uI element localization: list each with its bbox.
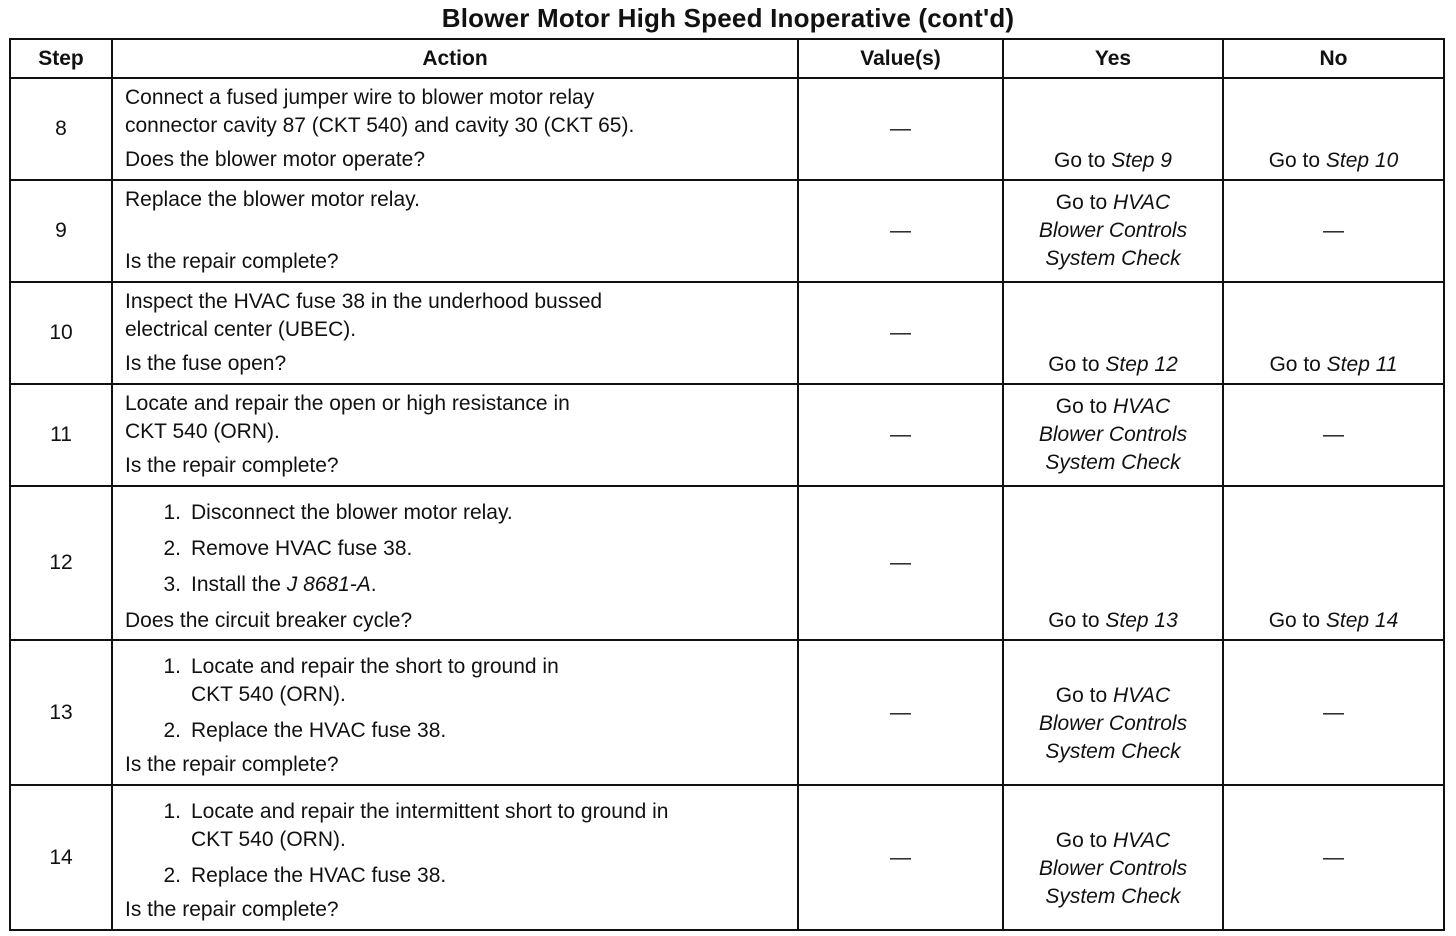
action-steps-list bbox=[125, 653, 789, 745]
action-steps-list bbox=[125, 798, 789, 890]
no-cell: — bbox=[1223, 384, 1444, 486]
yes-check-link-line3[interactable]: System Check bbox=[1045, 739, 1181, 763]
action-line: Locate and repair the open or high resistance in bbox=[125, 392, 570, 415]
no-prefix: Go to bbox=[1269, 353, 1327, 376]
action-question: Does the blower motor operate? bbox=[125, 148, 425, 171]
value-cell: — bbox=[798, 785, 1003, 930]
no-prefix: Go to bbox=[1268, 609, 1326, 632]
yes-check-link-line2[interactable]: Blower Controls bbox=[1038, 856, 1188, 880]
table-row bbox=[10, 78, 1444, 180]
yes-cell bbox=[1003, 282, 1223, 384]
list-item: 2. Replace the HVAC fuse 38. bbox=[163, 864, 447, 887]
step-number: 12 bbox=[10, 486, 112, 640]
action-cell bbox=[112, 640, 798, 785]
action-question: Is the repair complete? bbox=[125, 454, 339, 477]
table-row bbox=[10, 640, 1444, 785]
no-step-link[interactable]: Step 11 bbox=[1326, 353, 1398, 376]
action-line: electrical center (UBEC). bbox=[125, 318, 357, 341]
action-line: CKT 540 (ORN). bbox=[125, 420, 280, 443]
value-cell: — bbox=[798, 486, 1003, 640]
list-item: 2. Replace the HVAC fuse 38. bbox=[163, 719, 447, 742]
action-cell bbox=[112, 384, 798, 486]
yes-prefix: Go to bbox=[1048, 609, 1106, 632]
yes-check-link[interactable]: HVAC bbox=[1113, 395, 1171, 418]
table-row bbox=[10, 486, 1444, 640]
action-line: Connect a fused jumper wire to blower motor relay bbox=[125, 86, 595, 109]
header-yes: Yes bbox=[1003, 39, 1223, 78]
list-item: 1. Disconnect the blower motor relay. bbox=[163, 501, 513, 524]
step-number: 10 bbox=[10, 282, 112, 384]
yes-check-link-line2[interactable]: Blower Controls bbox=[1038, 423, 1188, 446]
yes-check-link[interactable]: HVAC bbox=[1113, 191, 1171, 214]
value-cell: — bbox=[798, 640, 1003, 785]
table-row bbox=[10, 384, 1444, 486]
step-number: 13 bbox=[10, 640, 112, 785]
yes-check-link[interactable]: HVAC bbox=[1113, 828, 1171, 852]
step-number: 11 bbox=[10, 384, 112, 486]
action-question: Does the circuit breaker cycle? bbox=[125, 609, 413, 632]
value-cell: — bbox=[798, 282, 1003, 384]
yes-cell bbox=[1003, 640, 1223, 785]
yes-check-link-line3[interactable]: System Check bbox=[1045, 451, 1181, 474]
no-cell bbox=[1223, 78, 1444, 180]
table-row bbox=[10, 785, 1444, 930]
yes-step-link[interactable]: Step 9 bbox=[1111, 149, 1172, 172]
action-cell bbox=[112, 282, 798, 384]
step-number: 8 bbox=[10, 78, 112, 180]
table-row bbox=[10, 180, 1444, 282]
yes-prefix: Go to bbox=[1055, 828, 1113, 852]
yes-cell bbox=[1003, 486, 1223, 640]
yes-cell bbox=[1003, 78, 1223, 180]
yes-check-link-line2[interactable]: Blower Controls bbox=[1038, 219, 1188, 242]
action-cell bbox=[112, 486, 798, 640]
no-step-link[interactable]: Step 10 bbox=[1325, 149, 1399, 172]
action-line: Inspect the HVAC fuse 38 in the underhood bussed bbox=[125, 290, 603, 313]
header-action: Action bbox=[112, 39, 798, 78]
value-cell: — bbox=[798, 180, 1003, 282]
yes-check-link-line3[interactable]: System Check bbox=[1045, 247, 1181, 270]
action-question: Is the repair complete? bbox=[125, 898, 339, 921]
no-cell bbox=[1223, 486, 1444, 640]
no-cell: — bbox=[1223, 640, 1444, 785]
action-cell bbox=[112, 78, 798, 180]
list-item: 1. Locate and repair the intermittent short to ground in CKT 540 (ORN). bbox=[163, 800, 669, 851]
action-steps-list bbox=[125, 499, 789, 599]
list-item: 1. Locate and repair the short to ground in CKT 540 (ORN). bbox=[163, 655, 559, 706]
list-item: 2. Remove HVAC fuse 38. bbox=[163, 537, 413, 560]
action-cell bbox=[112, 785, 798, 930]
yes-check-link[interactable]: HVAC bbox=[1113, 683, 1171, 707]
yes-check-link-line2[interactable]: Blower Controls bbox=[1038, 711, 1188, 735]
page-title: Blower Motor High Speed Inoperative (cont'd) bbox=[441, 3, 1015, 33]
header-step: Step bbox=[10, 39, 112, 78]
diagnostic-table bbox=[9, 38, 1445, 931]
yes-cell bbox=[1003, 180, 1223, 282]
list-item: 3. Install the J 8681-A. bbox=[163, 573, 377, 596]
table-row bbox=[10, 282, 1444, 384]
yes-prefix: Go to bbox=[1054, 149, 1112, 172]
value-cell: — bbox=[798, 384, 1003, 486]
action-line: Replace the blower motor relay. bbox=[125, 188, 420, 211]
yes-prefix: Go to bbox=[1055, 395, 1113, 418]
no-cell: — bbox=[1223, 785, 1444, 930]
tool-number: J 8681-A bbox=[286, 573, 371, 596]
value-cell: — bbox=[798, 78, 1003, 180]
header-row bbox=[10, 39, 1444, 78]
no-prefix: Go to bbox=[1268, 149, 1326, 172]
no-cell: — bbox=[1223, 180, 1444, 282]
header-no: No bbox=[1223, 39, 1444, 78]
yes-step-link[interactable]: Step 12 bbox=[1105, 353, 1178, 376]
yes-check-link-line3[interactable]: System Check bbox=[1045, 884, 1181, 908]
action-question: Is the fuse open? bbox=[125, 352, 287, 375]
yes-cell bbox=[1003, 384, 1223, 486]
no-cell bbox=[1223, 282, 1444, 384]
action-cell bbox=[112, 180, 798, 282]
step-number: 14 bbox=[10, 785, 112, 930]
action-question: Is the repair complete? bbox=[125, 250, 339, 273]
no-step-link[interactable]: Step 14 bbox=[1325, 609, 1399, 632]
yes-cell bbox=[1003, 785, 1223, 930]
yes-prefix: Go to bbox=[1055, 191, 1113, 214]
header-values: Value(s) bbox=[798, 39, 1003, 78]
action-question: Is the repair complete? bbox=[125, 753, 339, 776]
action-line: connector cavity 87 (CKT 540) and cavity 30 (CKT 65). bbox=[125, 114, 635, 137]
yes-prefix: Go to bbox=[1048, 353, 1106, 376]
yes-step-link[interactable]: Step 13 bbox=[1105, 609, 1178, 632]
yes-prefix: Go to bbox=[1055, 683, 1113, 707]
step-number: 9 bbox=[10, 180, 112, 282]
